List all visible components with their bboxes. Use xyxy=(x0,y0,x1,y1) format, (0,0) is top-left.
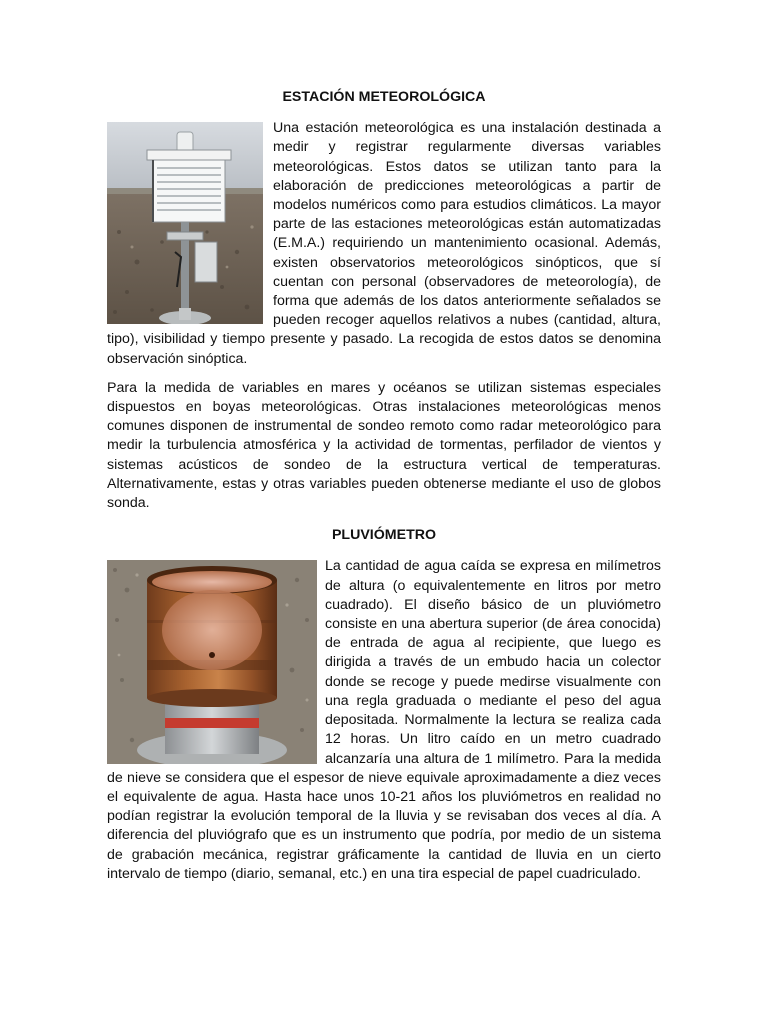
section-title-estacion: ESTACIÓN METEOROLÓGICA xyxy=(282,89,486,105)
paragraph-pluviometro-text: La cantidad de agua caída se expresa en milímetros de altura (o equivalentemente en litros por metro cuadrado). El diseño básico de un pluviómetro consiste en una abertura superior (de área conocida) de entrada de agua al recipiente, que luego es dirigida a través de un embudo hacia un colector donde se recoge y puede medirse visualmente con una regla graduada o mediante el peso del agua depositada. Normalmente la lectura se realiza cada 12 horas. Un litro caído en un metro cuadrado alcanzaría una altura de 1 milímetro. Para la medida de nieve se considera que el espesor de nieve equivale aproximadamente a diez veces el equivalente de agua. Hasta hace unos 10-21 años los pluviómetros en realidad no podían registrar la evolución temporal de la lluvia y se revisaban dos veces al día. A diferencia del pluviógrafo que es un instrumento que podría, por medio de un sistema de grabación mecánica, registrar gráficamente la cantidad de lluvia en un cierto intervalo de tiempo (diario, semanal, etc.) en una tira especial de papel cuadriculado. xyxy=(107,558,661,882)
paragraph-estacion-intro-text: Una estación meteorológica es una instalación destinada a medir y registrar regularmente diversas variables meteorológicas. Estos datos se utilizan tanto para la elaboración de predicciones meteorológicas a partir de modelos numéricos como para estudios climáticos. La mayor parte de las estaciones meteorológicas están automatizadas (E.M.A.) requiriendo un mantenimiento ocasional. Además, existen observatorios meteorológicos sinópticos, que sí cuentan con personal (observadores de meteorología), de forma que además de los datos anteriormente señalados se pueden recoger aquellos relativos a nubes (cantidad, altura, tipo), visibilidad y tiempo presente y pasado. La recogida de estos datos se denomina observación sinóptica. xyxy=(107,120,661,367)
rain-gauge-photo xyxy=(107,560,317,764)
document-content xyxy=(107,88,661,894)
weather-station-photo xyxy=(107,122,263,324)
paragraph-estacion-mares: Para la medida de variables en mares y océanos se utilizan sistemas especiales dispuestos en boyas meteorológicas. Otras instalaciones meteorológicas menos comunes disponen de instrumental de sondeo remoto como radar meteorológico para medir la turbulencia atmosférica y la actividad de tormentas, perfilador de vientos y sistemas acústicos de sondeo de la estructura vertical de temperaturas. Alternativamente, estas y otras variables pueden obtenerse mediante el uso de globos sonda. xyxy=(107,379,661,512)
paragraph-estacion-intro xyxy=(107,119,661,369)
section-title-pluviometro: PLUVIÓMETRO xyxy=(331,527,437,544)
paragraph-pluviometro xyxy=(107,557,661,883)
